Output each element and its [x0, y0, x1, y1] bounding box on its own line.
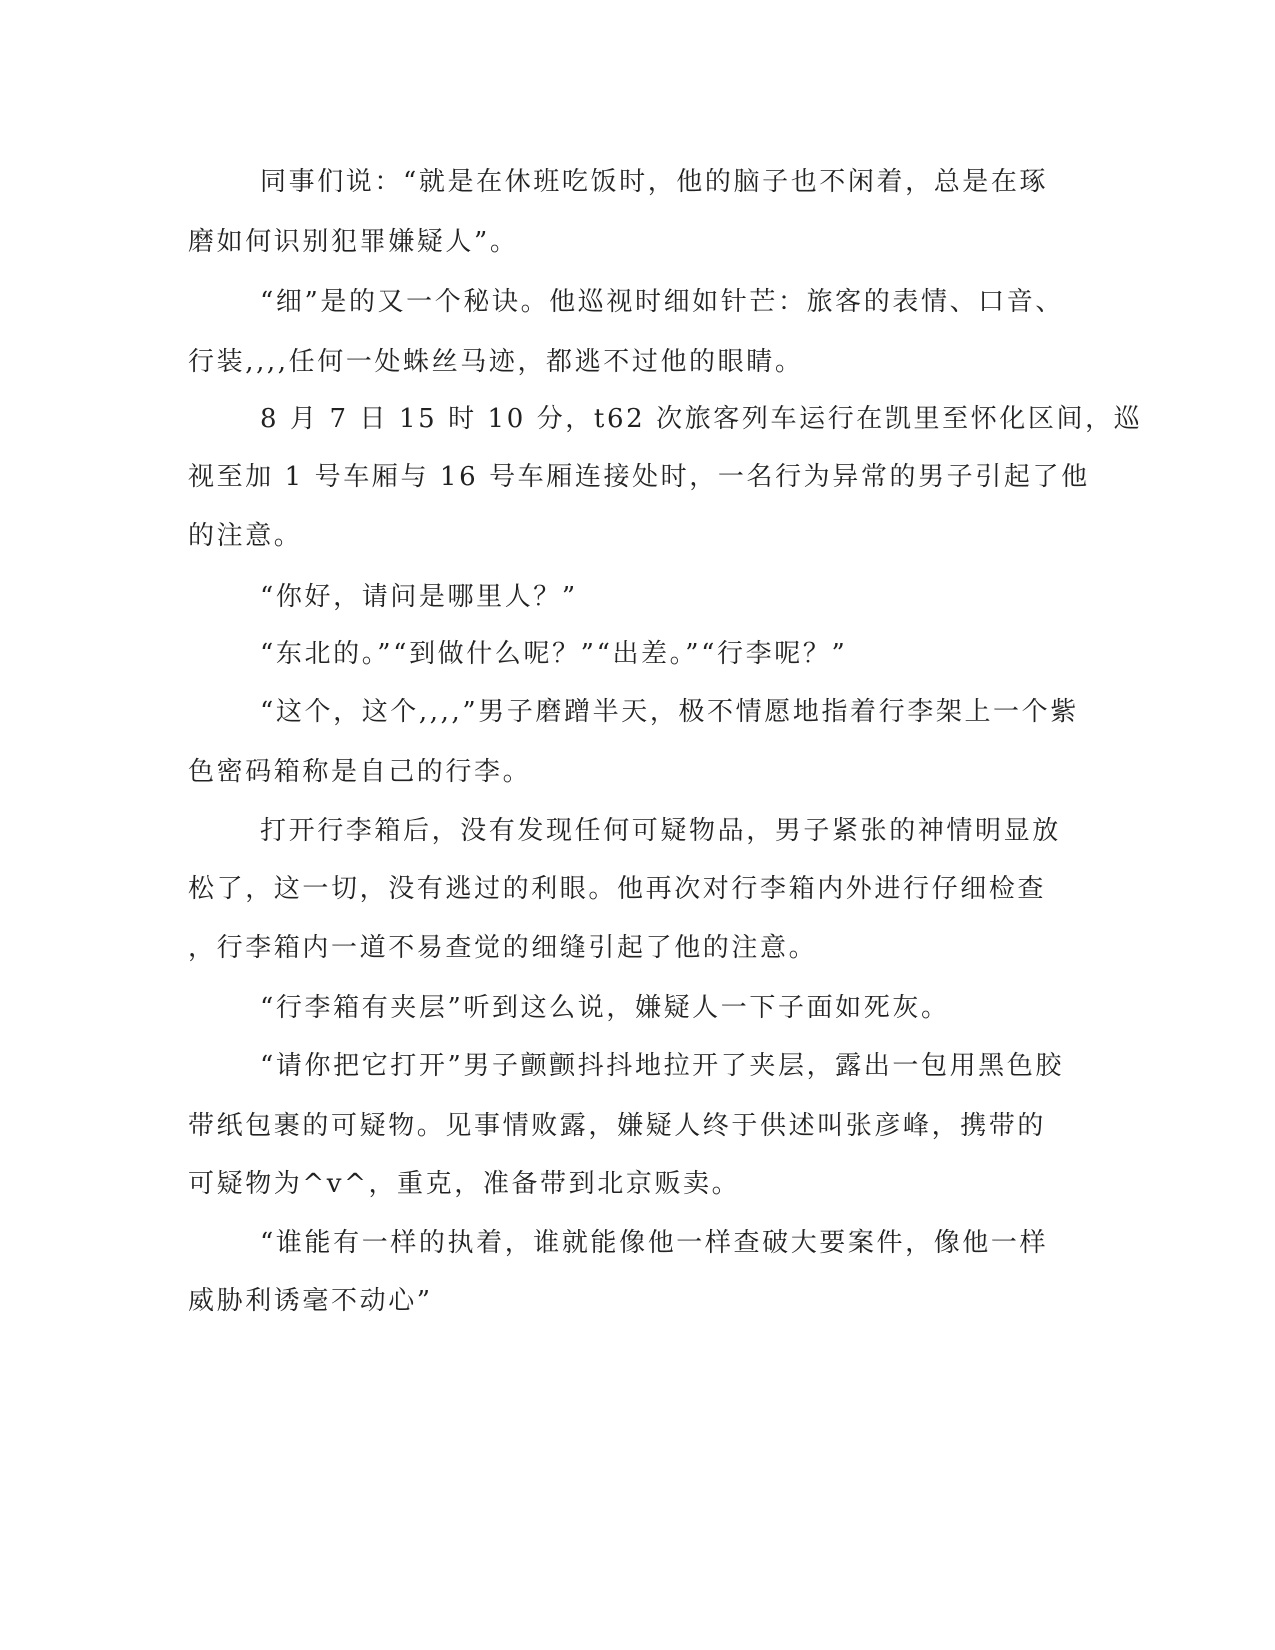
text-line: 8 月 7 日 15 时 10 分，t62 次旅客列车运行在凯里至怀化区间，巡: [260, 404, 1143, 434]
text-line: “请你把它打开”男子颤颤抖抖地拉开了夹层，露出一包用黑色胶: [260, 1051, 1064, 1081]
text-line: 带纸包裹的可疑物。见事情败露，嫌疑人终于供述叫张彦峰，携带的: [188, 1111, 1047, 1141]
text-line: “你好，请问是哪里人？”: [260, 582, 578, 612]
text-line: 视至加 1 号车厢与 16 号车厢连接处时，一名行为异常的男子引起了他: [188, 462, 1090, 492]
text-line: ，行李箱内一道不易查觉的细缝引起了他的注意。: [188, 933, 818, 963]
text-line: “这个，这个,,,,”男子磨蹭半天，极不情愿地指着行李架上一个紫: [260, 697, 1079, 727]
text-line: 色密码箱称是自己的行李。: [188, 757, 532, 787]
text-line: 磨如何识别犯罪嫌疑人”。: [188, 227, 519, 257]
text-line: 松了，这一切，没有逃过的利眼。他再次对行李箱内外进行仔细检查: [188, 874, 1047, 904]
text-line: 打开行李箱后，没有发现任何可疑物品，男子紧张的神情明显放: [260, 816, 1061, 846]
text-line: “行李箱有夹层”听到这么说，嫌疑人一下子面如死灰。: [260, 993, 950, 1023]
text-line: 的注意。: [188, 521, 303, 551]
text-line: “细”是的又一个秘诀。他巡视时细如针芒：旅客的表情、口音、: [260, 287, 1064, 317]
text-line: 行装,,,,任何一处蛛丝马迹，都逃不过他的眼睛。: [188, 347, 804, 377]
text-line: 可疑物为^v^，重克，准备带到北京贩卖。: [188, 1169, 741, 1199]
text-line: 同事们说：“就是在休班吃饭时，他的脑子也不闲着，总是在琢: [260, 167, 1049, 197]
text-line: “谁能有一样的执着，谁就能像他一样查破大要案件，像他一样: [260, 1228, 1049, 1258]
text-line: “东北的。”“到做什么呢？”“出差。”“行李呢？”: [260, 639, 848, 669]
text-line: 威胁利诱毫不动心”: [188, 1286, 433, 1316]
